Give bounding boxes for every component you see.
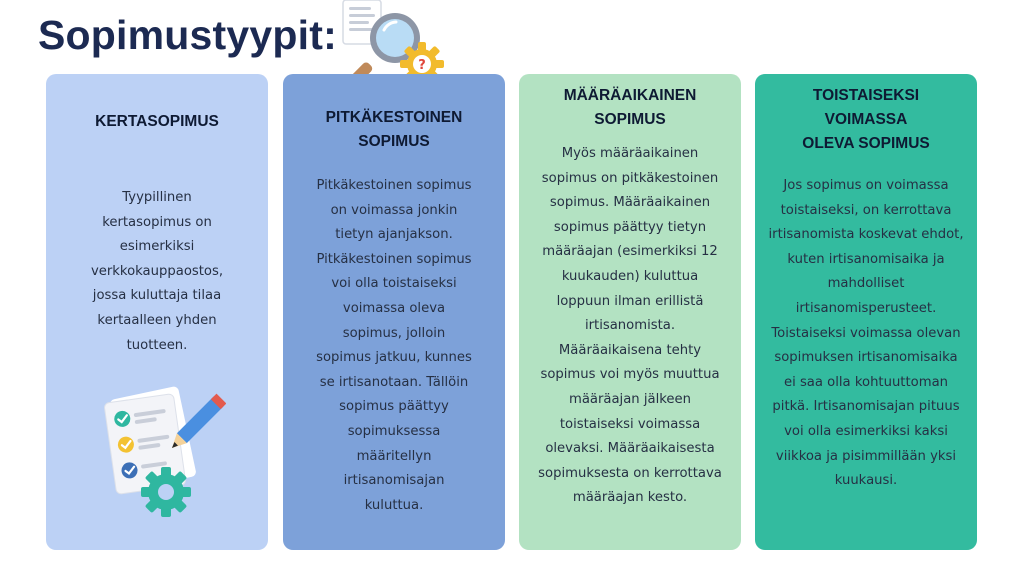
card-maaraaikainen-sopimus [519, 74, 741, 550]
card-body: Tyypillinen kertasopimus on esimerkiksi verkkokauppaostos, jossa kuluttaja tilaa kertaalleen yhden tuotteen. [90, 190, 224, 353]
card-heading: PITKÄKESTOINEN SOPIMUS [325, 109, 463, 150]
card-toistaiseksi-voimassa-oleva-sopimus [755, 74, 977, 550]
svg-text:?: ? [418, 58, 426, 73]
card-pitkakestoinen-sopimus [283, 74, 505, 550]
card-heading: KERTASOPIMUS [95, 113, 219, 130]
checklist-pencil-gear-icon [96, 384, 226, 520]
card-heading: MÄÄRÄAIKAINEN SOPIMUS [563, 87, 697, 128]
card-heading: TOISTAISEKSI VOIMASSA OLEVA SOPIMUS [802, 87, 930, 152]
page-title: Sopimustyypit: [38, 12, 337, 58]
card-body: Pitkäkestoinen sopimus on voimassa jonkin tietyn ajanjakson. Pitkäkestoinen sopimus voi olla toistaiseksi voimassa oleva sopimus, jolloin sopimus jatkuu, kunnes se irtisanotaan. Tällöin sopimus päättyy sopimuksessa määritellyn irtisanomisajan kuluttua. [316, 178, 472, 513]
card-body: Myös määräaikainen sopimus on pitkäkestoinen sopimus. Määräaikainen sopimus päättyy tietyn määräajan (esimerkiksi 12 kuukauden) kuluttua loppuun ilman erillistä irtisanomista. Määräaikaisena tehty sopimus voi myös muuttua määräajan jälkeen toistaiseksi voimassa olevaksi. Määräaikaisesta sopimuksesta on kerrottava määräajan kesto. [538, 146, 722, 506]
card-body: Jos sopimus on voimassa toistaiseksi, on kerrottava irtisanomista koskevat ehdot, kuten irtisanomisaika ja mahdolliset irtisanomisperusteet. Toistaiseksi voimassa olevan sopimuksen irtisanomisaika ei saa olla kohtuuttoman pitkä. Irtisanomisajan pituus voi olla esimerkiksi kaksi viikkoa ja pisimmillään yksi kuukausi. [768, 178, 964, 489]
